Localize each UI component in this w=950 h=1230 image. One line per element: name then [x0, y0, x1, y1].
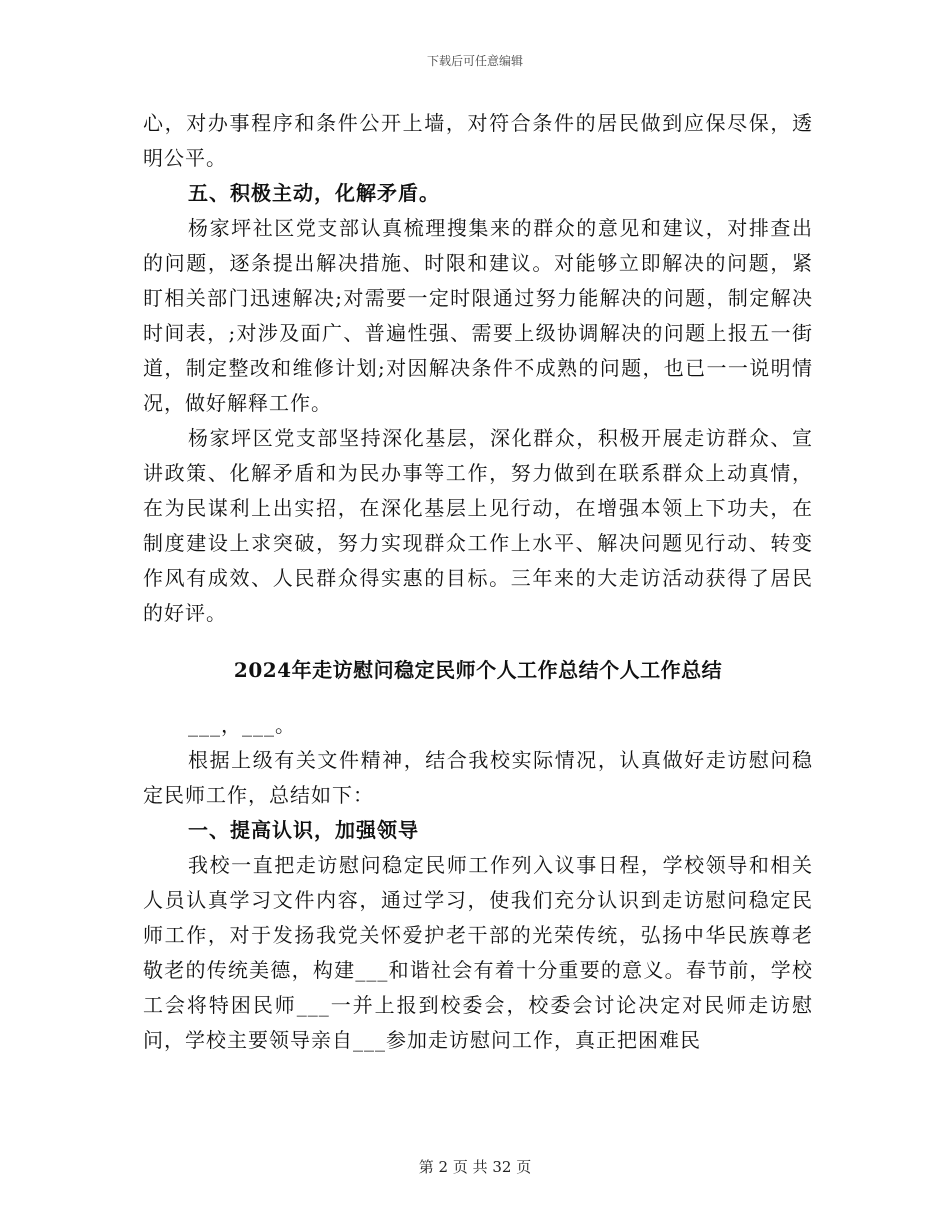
- document-body: [143, 106, 813, 1058]
- page-number-footer: 第 2 页 共 32 页: [418, 1158, 532, 1176]
- date-line: ___，___。: [188, 713, 296, 737]
- paragraph-leadership: 我校一直把走访慰问稳定民师工作列入议事日程，学校领导和相关人员认真学习文件内容，通过学习，使我们充分认识到走访慰问稳定民师工作，对于发扬我党关怀爱护老干部的光荣传统，弘扬中华民族尊老敬老的传统美德，构建___和谐社会有着十分重要的意义。春节前，学校工会将特困民师___一并上报到校委会，校委会讨论决定对民师走访慰问，学校主要领导亲自___参加走访慰问工作，真正把困难民: [143, 853, 813, 1052]
- paragraph-intro: 根据上级有关文件精神，结合我校实际情况，认真做好走访慰问稳定民师工作，总结如下：: [143, 748, 813, 807]
- paragraph-continuation: 心，对办事程序和条件公开上墙，对符合条件的居民做到应保尽保，透明公平。: [143, 111, 813, 170]
- paragraph-party-branch: 杨家坪区党支部坚持深化基层，深化群众，积极开展走访群众、宣讲政策、化解矛盾和为民办事等工作，努力做到在联系群众上动真情，在为民谋利上出实招，在深化基层上见行动，在增强本领上下功夫，在制度建设上求突破，努力实现群众工作上水平、解决问题见行动、转变作风有成效、人民群众得实惠的目标。三年来的大走访活动获得了居民的好评。: [143, 426, 813, 625]
- section-heading-five: 五、积极主动，化解矛盾。: [188, 181, 440, 205]
- section-heading-one: 一、提高认识，加强领导: [188, 818, 419, 842]
- document-title: 2024年走访慰问稳定民师个人工作总结个人工作总结: [233, 658, 723, 682]
- paragraph-community-issues: 杨家坪社区党支部认真梳理搜集来的群众的意见和建议，对排查出的问题，逐条提出解决措施、时限和建议。对能够立即解决的问题，紧盯相关部门迅速解决;对需要一定时限通过努力能解决的问题，制定解决时间表，;对涉及面广、普遍性强、需要上级协调解决的问题上报五一街道，制定整改和维修计划;对因解决条件不成熟的问题，也已一一说明情况，做好解释工作。: [143, 216, 813, 415]
- page-header-note: 下载后可任意编辑: [426, 54, 523, 68]
